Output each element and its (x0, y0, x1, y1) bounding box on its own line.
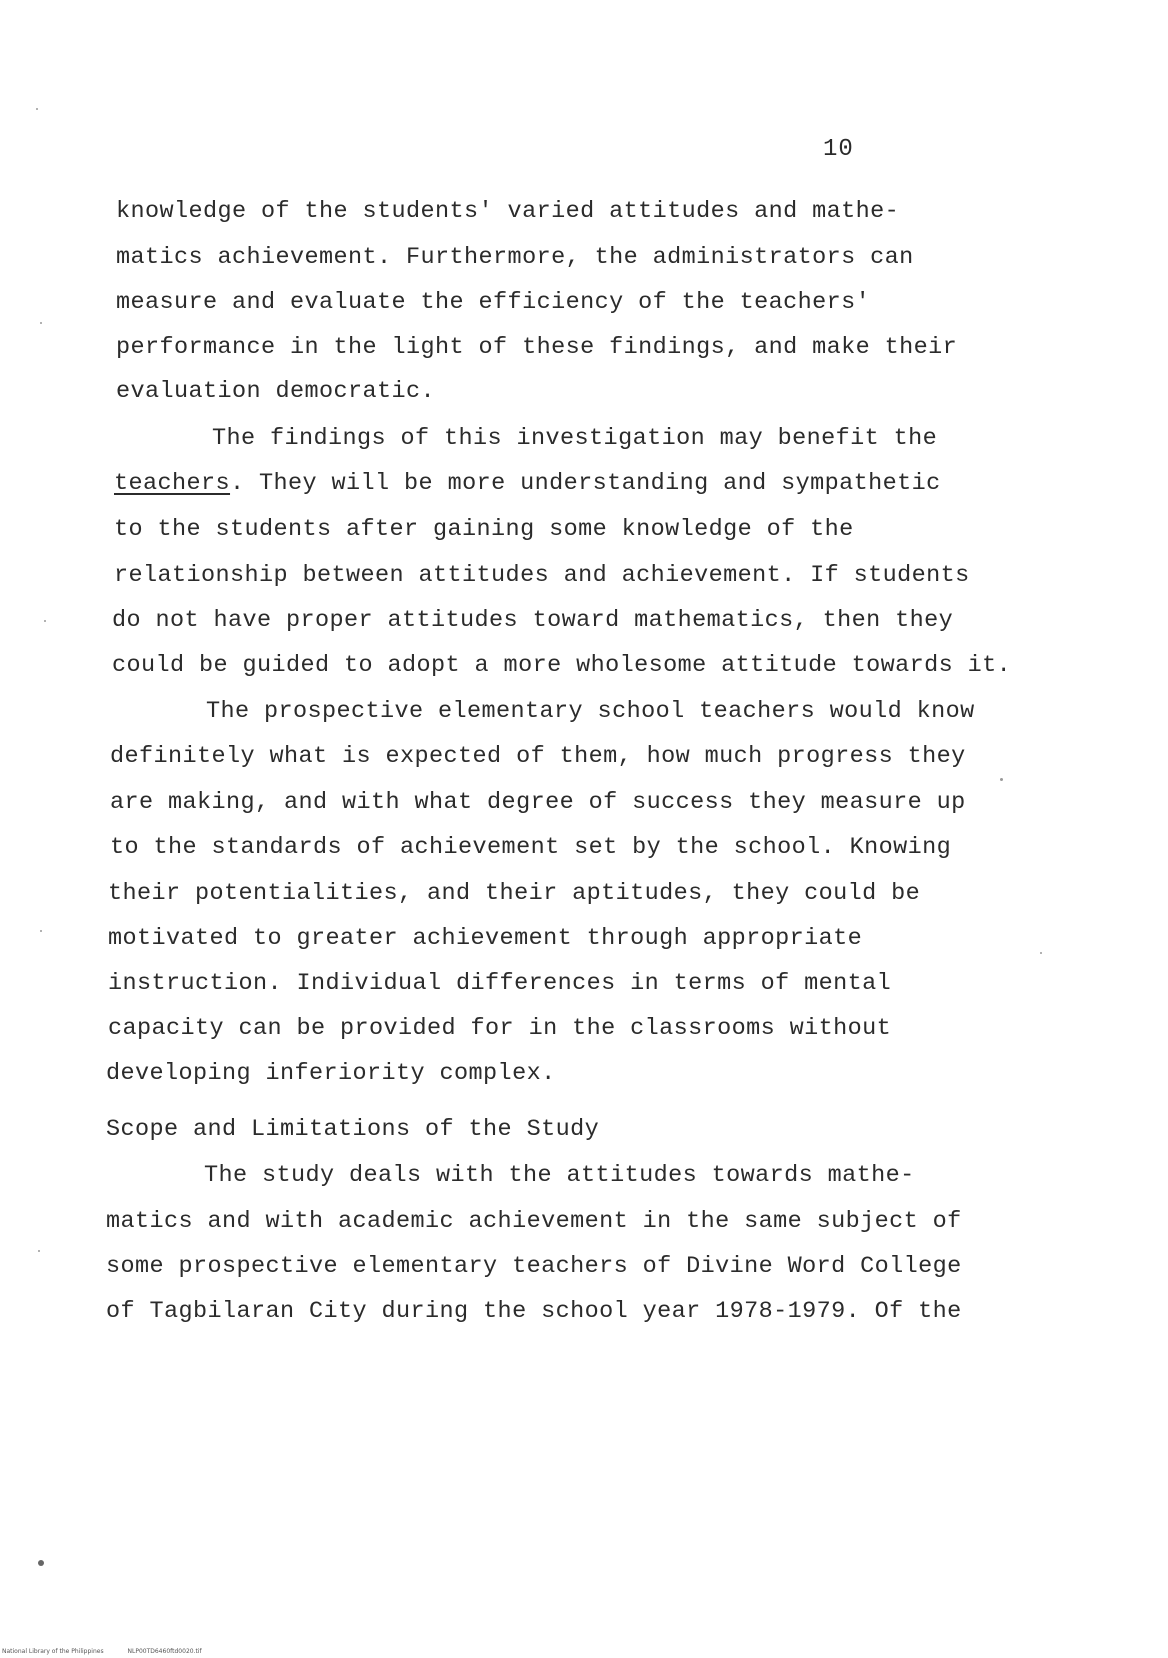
scan-speck (36, 108, 38, 110)
text-line: do not have proper attitudes toward mathematics, then they (112, 607, 954, 634)
text-line: relationship between attitudes and achievement. If students (114, 562, 970, 589)
text-span: . They will be more understanding and sympathetic (230, 470, 941, 497)
scan-footer (2, 1648, 224, 1655)
text-line: matics achievement. Furthermore, the administrators can (116, 244, 914, 271)
text-line: matics and with academic achievement in the same subject of (106, 1208, 962, 1235)
page-number: 10 (823, 136, 854, 163)
scan-speck (1040, 952, 1042, 954)
text-line: of Tagbilaran City during the school year 1978-1979. Of the (106, 1298, 962, 1325)
footer-file: NLP00TD6460ftd0020.tif (127, 1648, 202, 1655)
text-line: knowledge of the students' varied attitudes and mathe- (116, 198, 900, 225)
text-line: capacity can be provided for in the classrooms without (108, 1015, 892, 1042)
scan-speck (38, 1250, 40, 1252)
text-line: instruction. Individual differences in terms of mental (108, 970, 892, 997)
scan-speck (38, 1560, 44, 1566)
text-line: measure and evaluate the efficiency of the teachers' (116, 289, 871, 316)
footer-library: National Library of the Philippines (2, 1648, 104, 1655)
text-line: The findings of this investigation may benefit the (212, 425, 938, 452)
scan-speck (44, 620, 46, 622)
section-heading: Scope and Limitations of the Study (106, 1116, 600, 1143)
text-line: their potentialities, and their aptitudes, they could be (108, 880, 921, 907)
text-line: developing inferiority complex. (106, 1060, 556, 1087)
text-line: some prospective elementary teachers of Divine Word College (106, 1253, 962, 1280)
text-line: definitely what is expected of them, how much progress they (110, 743, 966, 770)
text-line: to the students after gaining some knowledge of the (114, 516, 854, 543)
text-line: are making, and with what degree of success they measure up (110, 789, 966, 816)
underlined-word: teachers (114, 470, 231, 497)
scan-speck (1000, 778, 1003, 781)
text-line: motivated to greater achievement through appropriate (108, 925, 863, 952)
text-line: The study deals with the attitudes towards mathe- (204, 1162, 915, 1189)
text-line: The prospective elementary school teachers would know (206, 698, 975, 725)
text-line: could be guided to adopt a more wholesome attitude towards it. (112, 652, 1012, 679)
scan-speck (40, 322, 42, 324)
text-line: to the standards of achievement set by the school. Knowing (110, 834, 952, 861)
scan-speck (40, 930, 42, 932)
text-line: evaluation democratic. (116, 378, 436, 405)
text-line (114, 469, 941, 499)
text-line: performance in the light of these findings, and make their (116, 334, 958, 361)
